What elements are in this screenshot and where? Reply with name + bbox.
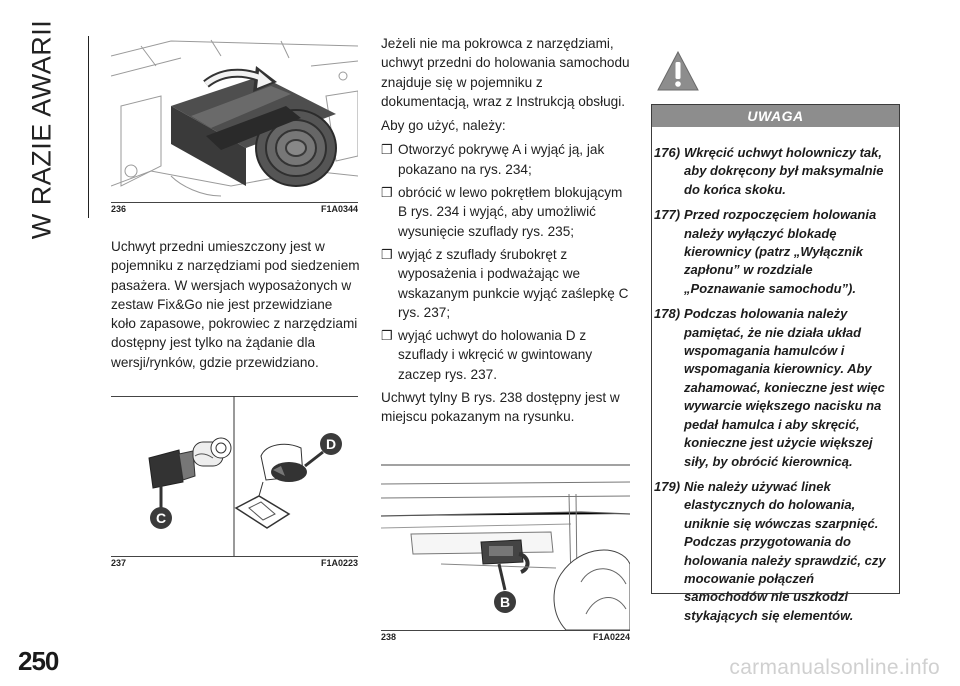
- callout-b: [494, 591, 516, 613]
- figure-number: 238: [381, 632, 397, 642]
- svg-text:B: B: [499, 594, 511, 610]
- body-paragraph: Uchwyt przedni umieszczony jest w pojemniku z narzędziami pod siedzeniem pasażera. W wersjach wyposażonych w zestaw Fix&Go nie jest przewidziane koło zapasowe, pokrowiec z narzędziami dostępny jest tylko na żądanie dla wersji/rynków, gdzie przewidziano.: [111, 239, 360, 370]
- warning-item: 178) Podczas holowania należy pamiętać, że nie działa układ wspomagania hamulców i wspomagania kierownicy. Aby zahamować, konieczne jest więc wywarcie większego nacisku na pedał hamulca i aby skręcić, konieczne jest użycie większej siły, by obrócić kierownicą.: [654, 306, 885, 469]
- figure-238-illustration: [381, 464, 630, 630]
- section-title: W RAZIE AWARII: [26, 19, 57, 239]
- step-item: ❒ obrócić w lewo pokrętłem blokującym B rys. 234 i wyjąć, aby umożliwić wysunięcie szuflady rys. 235;: [381, 183, 633, 241]
- step-item: ❒ wyjąć z szuflady śrubokręt z wyposażenia i podważając we wskazanym punkcie wyjąć zaślepkę C rys. 237;: [381, 245, 633, 322]
- figure-236-illustration: [111, 36, 358, 202]
- figure-237: [111, 396, 358, 570]
- watermark: carmanualsonline.info: [729, 656, 940, 679]
- svg-text:C: C: [155, 510, 167, 526]
- warning-box: [651, 104, 900, 623]
- warning-title: UWAGA: [652, 105, 899, 127]
- figure-code: F1A0224: [592, 632, 630, 642]
- figure-238: [381, 464, 630, 644]
- svg-text:D: D: [325, 436, 337, 452]
- checkbox-bullet-icon: ❒: [381, 142, 393, 158]
- warning-item: 179) Nie należy używać linek elastycznych do holowania, uniknie się wówczas szarpnięć. Podczas przygotowania do holowania należy sprawdzić, czy mocowanie połączeń samochodów nie uszkodzi stykających się elementów.: [654, 478, 886, 623]
- intro-paragraph: Jeżeli nie ma pokrowca z narzędziami, uchwyt przedni do holowania samochodu znajduje się w pojemniku z dokumentacją, wraz z Instrukcją obsługi.: [381, 36, 630, 109]
- checkbox-bullet-icon: ❒: [381, 246, 393, 262]
- figure-code: F1A0344: [320, 204, 358, 214]
- figure-236: [111, 36, 358, 216]
- page-number: 250: [18, 646, 59, 676]
- checkbox-bullet-icon: ❒: [381, 328, 393, 344]
- figure-238-caption: [381, 630, 630, 644]
- callout-d: [320, 433, 342, 455]
- callout-c: [150, 507, 172, 529]
- figure-237-caption: [111, 556, 358, 570]
- section-divider: [88, 36, 89, 218]
- lead-paragraph: Aby go użyć, należy:: [381, 118, 506, 134]
- warning-item: 177) Przed rozpoczęciem holowania należy wyłączyć blokadę kierownicy (patrz „Wyłącznik zapłonu” w rozdziale „Poznawanie samochodu”).: [654, 207, 877, 296]
- warning-item: 176) Wkręcić uchwyt holowniczy tak, aby dokręcony był maksymalnie do końca skoku.: [654, 145, 884, 197]
- step-item: ❒ Otworzyć pokrywę A i wyjąć ją, jak pokazano na rys. 234;: [381, 140, 633, 179]
- warning-list: [652, 127, 899, 625]
- warning-triangle-icon: [656, 50, 700, 94]
- checkbox-bullet-icon: ❒: [381, 185, 393, 201]
- figure-number: 237: [111, 558, 127, 568]
- column1-text: [111, 237, 361, 377]
- column2-text: [381, 34, 633, 432]
- figure-237-illustration: [111, 396, 358, 556]
- figure-code: F1A0223: [320, 558, 358, 568]
- outro-paragraph: Uchwyt tylny B rys. 238 dostępny jest w miejscu pokazanym na rysunku.: [381, 390, 620, 425]
- step-item: ❒ wyjąć uchwyt do holowania D z szuflady i wkręcić w gwintowany zaczep rys. 237.: [381, 326, 633, 384]
- figure-number: 236: [111, 204, 127, 214]
- figure-236-caption: [111, 202, 358, 216]
